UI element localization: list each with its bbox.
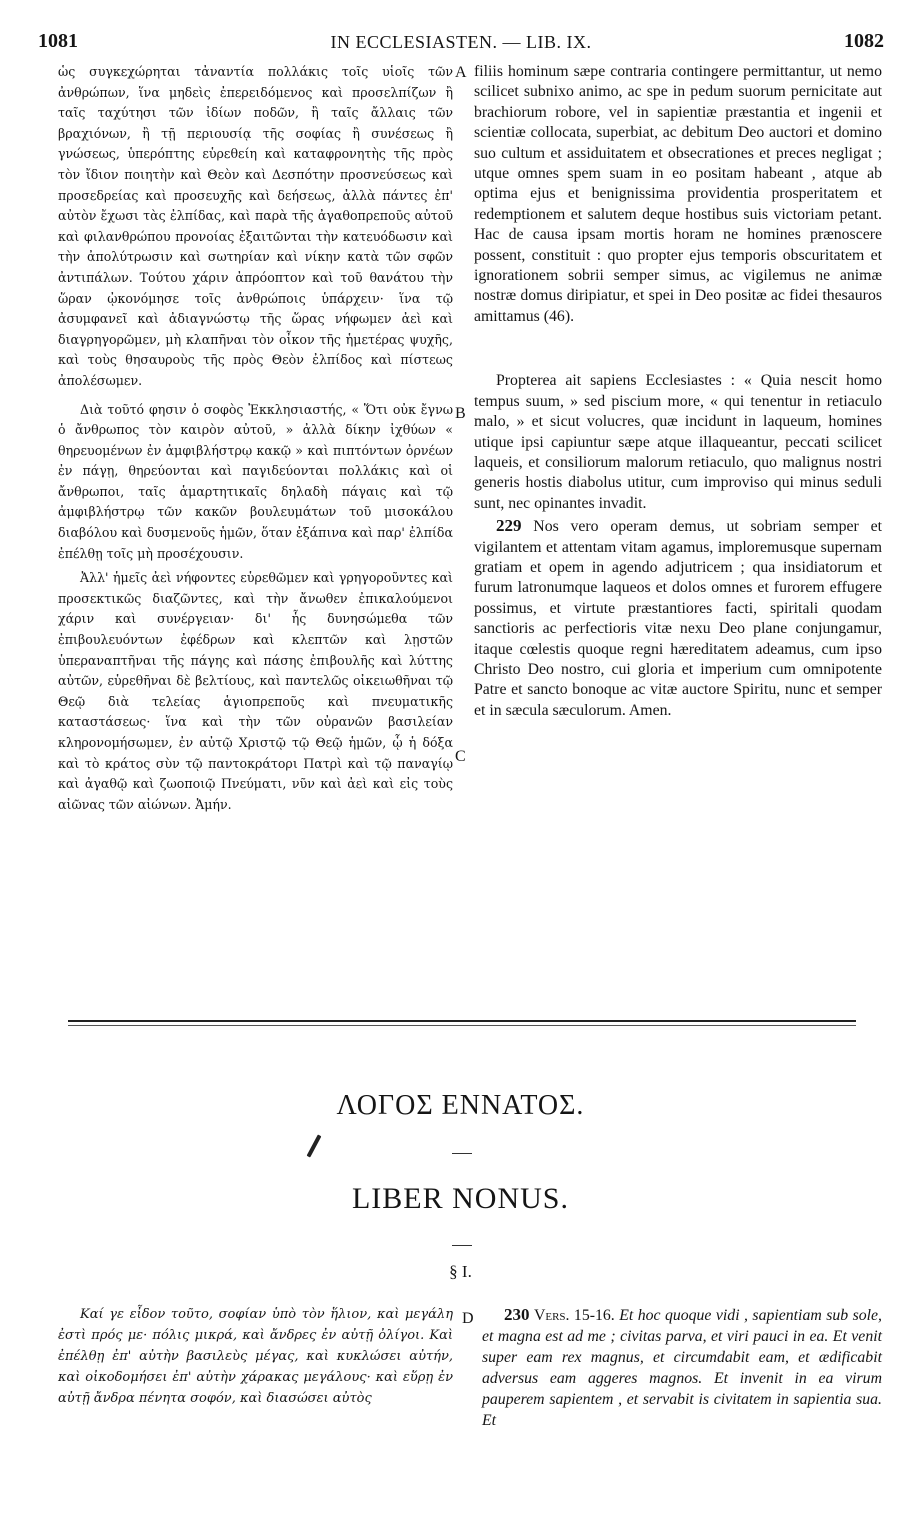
paragraph-number-229: 229: [496, 516, 522, 536]
greek-bottom-paragraph-1: Καί γε εἶδον τοῦτο, σοφίαν ὑπὸ τὸν ἥλιον, καὶ μεγάλη ἐστὶ πρός με· πόλις μικρά, καὶ ἄνδρες ἐν αὐτῇ ὀλίγοι. Καὶ ἐπέλθῃ ἐπ' αὐτὴν βασιλεὺς μέγας, καὶ κυκλώσει αὐτήν, καὶ οἰκοδομήσει ἐπ' αὐτὴν χάρακας μεγάλους· καὶ εὕρῃ ἐν αὐτῇ ἄνδρα πένητα σοφόν, καὶ διασώσει αὐτὸς: [58, 1307, 453, 1406]
paragraph-number-230: 230: [504, 1305, 530, 1324]
running-title: IN ECCLESIASTEN. — LIB. IX.: [330, 32, 592, 52]
greek-book-title: ΛΟΓΟΣ ΕΝΝΑΤΟΣ.: [336, 1090, 585, 1121]
margin-letter-c: C: [455, 748, 466, 765]
latin-bottom-text: Et hoc quoque vidi , sapientiam sub sole, et magna est ad me ; civitas parva, et viri pauci in ea. Et venit super eam rex magnus, et circumdabit eam, et ædificabit adversus eam aggeres magnos. Et invenit in ea virum pauperem sapientem , et servabit is civitatem in sapientia sua. Et: [482, 1307, 882, 1429]
page-number-left: 1081: [38, 30, 78, 52]
section-rule-thin: [68, 1025, 856, 1026]
greek-paragraph-3: Ἀλλ' ἡμεῖς ἀεὶ νήφοντες εὑρεθῶμεν καὶ γρηγοροῦντες καὶ προσεκτικῶς διαζῶντες, καὶ τὴν ἄνωθεν ἐπικαλούμενοι χάριν καὶ συνέργειαν· δι' ἧς δυνησώμεθα τῶν ἐπιβουλευόντων ἐφέδρων καὶ κλεπτῶν καὶ λῃστῶν ὑπεραναπτῆναι τῆς πάγης καὶ πάσης ἐπιβουλῆς καὶ λύττης αὐτῶν, εὑρεθῆναι δὲ βελτίους, καὶ παντελῶς οἰκειωθῆναι τῷ Θεῷ διὰ τελείας ἁγιοπρεποῦς καὶ πνευματικῆς καταστάσεως· ἵνα καὶ τὴν τῶν οὐρανῶν βασιλείαν κληρονομήσωμεν, ἐν αὐτῷ Χριστῷ τῷ Θεῷ ἡμῶν, ᾧ ἡ δόξα καὶ τὸ κράτος σὺν τῷ παντοκράτορι Πατρὶ καὶ τῷ παναγίῳ καὶ ἀγαθῷ καὶ ζωοποιῷ Πνεύματι, νῦν καὶ ἀεὶ καὶ εἰς τοὺς αἰῶνας τῶν αἰώνων. Ἀμήν.: [58, 570, 453, 812]
latin-paragraph-1: filiis hominum sæpe contraria contingere permittantur, ut nemo scilicet subnixo animo, ac spe in pedum suorum pernicitate aut brachiorum robore, vel in sapientiæ præstantia et ingenii et scientiæ collocata, superbiat, ac debitum Deo auctori et domino suo cultum et assiduitatem et obsecrationes et preces negligat ; utque omnes spem suam in eo positam habeant , atque ab optima ejus et benignissima providentia prosperitatem et redemptionem et salutem deque hostibus suis victoriam petant. Hac de causa ipsam mortis horam ne homines prænoscere possent, constituit : quo propter ejus temporis obscuritatem et ignorationem sobrii semper simus, ac vigilemus ne animæ nostræ domus diripiatur, et spei in Deo positæ ac fidei thesauros amittamus (46).: [474, 63, 882, 325]
greek-paragraph-1: ὡς συγκεχώρηται τἀναντία πολλάκις τοῖς υἱοῖς τῶν ἀνθρώπων, ἵνα μηδεὶς ἐπερειδόμενος καὶ προσελπίζων ἢ ταῖς ταχύτησι τῶν ἰδίων ποδῶν, ἢ ταῖς ἄλλαις τῶν βραχιόνων, ἢ τῇ περιουσίᾳ τῆς σοφίας ἢ συνέσεως ἢ γνώσεως, ὑπερόπτης εὑρεθείη καὶ καταφρονητὴς τῆς πρὸς τὸν ἴδιον ποιητὴν καὶ Θεὸν καὶ Δεσπότην προσνεύσεως καὶ προσεδρείας καὶ προσευχῆς καὶ δεήσεως, ἀλλὰ πάντες ἐπ' αὐτὸν ἔχωσι τὰς ἐλπίδας, καὶ παρὰ τῆς ἀγαθοπρεποῦς αὐτοῦ καὶ φιλανθρώπου προνοίας ἐξαιτῶνται τὴν κατευόδωσιν καὶ τὴν ἀπολύτρωσιν καὶ σωτηρίαν καὶ νίκην κατὰ τῶν σφῶν ἀντιπάλων. Τούτου χάριν ἀπρόοπτον καὶ τοῦ θανάτου τὴν ὥραν ᾠκονόμησε τοῖς ἀνθρώποις ὑπάρχειν· ἵνα τῷ ἀσυμφανεῖ καὶ ἀδιαγνώστῳ τῆς ὥρας νήφωμεν ἀεὶ καὶ διαγρηγορῶμεν, μὴ κλαπῆναι τὸν οἶκον τῆς ἡμετέρας ψυχῆς, καὶ τοὺς θησαυροὺς τῆς πρὸς Θεὸν ἐλπίδος καὶ πίστεως ἀπολέσωμεν.: [58, 64, 453, 388]
greek-paragraph-2: Διὰ τοῦτό φησιν ὁ σοφὸς Ἐκκλησιαστής, « Ὅτι οὐκ ἔγνω ὁ ἄνθρωπος τὸν καιρὸν αὐτοῦ, » ἀλλὰ δίκην ἰχθύων « θηρευομένων ἐν ἀμφιβλήστρῳ κακῷ » καὶ πιπτόντων ὀρνέων ἐν πάγῃ, θηρεύονται καὶ παγιδεύονται πολλάκις καὶ οἱ ἄνθρωποι, ταῖς ἁμαρτητικαῖς δηλαδὴ πάγαις καὶ τῷ ἀμφιβλήστρῳ τῶν κακῶν βουλευμάτων τοῦ μισοκάλου διαβόλου καὶ δυσμενοῦς ἡμῶν, ὅταν ἐξάπινα καὶ παρ' ἐλπίδα ἐπέλθῃ τοῖς μὴ προσέχουσιν.: [58, 401, 453, 561]
section-paragraph-sign: § I.: [449, 1262, 472, 1281]
greek-column-top: [58, 62, 453, 815]
latin-bottom-paragraph-1: [482, 1304, 882, 1431]
latin-paragraph-3: [474, 516, 882, 721]
ink-slash-mark: [307, 1134, 322, 1157]
title-dash-2: [452, 1245, 472, 1246]
latin-column-top: [474, 62, 882, 721]
margin-letter-b: B: [455, 405, 466, 422]
section-rule-thick: [68, 1020, 856, 1022]
verse-reference: Vers. 15-16.: [533, 1307, 615, 1324]
latin-paragraph-2: Propterea ait sapiens Ecclesiastes : « Quia nescit homo tempus suum, » sed piscium more, « qui tenentur in retiaculo malo, » et sicut volucres, quæ incidunt in laqueum, homines utique ipsi capiuntur sæpe atque illaqueantur, peccati scilicet laqueis, et consiliorum malorum retiaculo, quo malignus nostri generis hostis diabolus utitur, cum improviso qui minus seduli sunt, nec opinantes invadit.: [474, 372, 882, 512]
latin-paragraph-3-text: Nos vero operam demus, ut sobriam semper et vigilantem et attentam vitam agamus, imploremusque supernam gratiam et opem in agendo adjutricem ; qua insidiatorum et furum latronumque laqueos et dolos omnes et furorem effugere possimus, et virtute præstantiores facti, spiritali quodam sanctioris ac perfectioris vitæ nexu Deo plane conjungamur, itaque cœlestis quoque regni hæreditatem adeamus, cum ipso Christo Deo nostro, cui gloria et imperium cum omnipotente Patre et sancto bonoque ac vitæ auctore Spiritu, nunc et semper et in sæcula sæculorum. Amen.: [474, 518, 882, 719]
page-header: [38, 30, 884, 56]
latin-column-bottom: [482, 1304, 882, 1431]
latin-book-title: LIBER NONUS.: [351, 1182, 569, 1215]
page-number-right: 1082: [844, 30, 884, 52]
margin-letter-a: A: [455, 64, 467, 81]
greek-column-bottom: [58, 1304, 453, 1409]
margin-letter-d: D: [462, 1310, 474, 1327]
title-dash-1: [452, 1153, 472, 1154]
